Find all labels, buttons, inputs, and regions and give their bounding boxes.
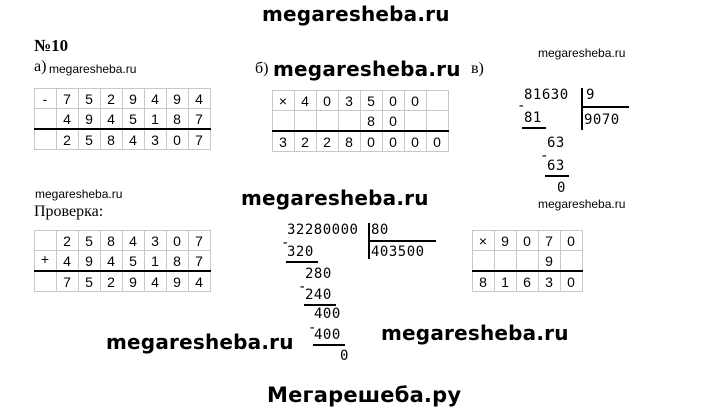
digit: 5: [123, 251, 145, 272]
step-subtrahend: 63: [547, 158, 565, 174]
digit: 8: [167, 251, 189, 272]
quotient: 403500: [371, 244, 425, 260]
digit: 3: [539, 271, 561, 292]
watermark-bottom-right: megaresheba.ru: [381, 321, 569, 345]
digit: 8: [101, 231, 123, 251]
digit: 9: [495, 231, 517, 251]
digit: 0: [361, 131, 383, 152]
final-remainder: 0: [557, 180, 566, 196]
digit: 5: [79, 129, 101, 150]
digit: 6: [517, 271, 539, 292]
minus-sign: -: [540, 148, 549, 164]
digit: 7: [189, 231, 211, 251]
digit: 7: [189, 109, 211, 130]
digit: 2: [57, 231, 79, 251]
digit: 9: [79, 109, 101, 130]
dividend: 81630: [524, 87, 569, 103]
digit: 3: [145, 129, 167, 150]
dividend: 32280000: [287, 222, 359, 238]
minus-sign: -: [298, 279, 307, 295]
digit: 2: [101, 271, 123, 292]
digit: [561, 251, 583, 272]
digit: 9: [167, 89, 189, 109]
digit: 7: [189, 251, 211, 272]
divisor: 9: [586, 87, 595, 103]
digit: [495, 251, 517, 272]
digit: 2: [101, 89, 123, 109]
check-addition-grid: [34, 230, 211, 292]
subtraction-grid: [34, 88, 211, 150]
problem-number: №10: [34, 36, 69, 55]
step-remainder: 400: [314, 306, 341, 322]
step-remainder: 63: [547, 135, 565, 151]
digit: 0: [405, 91, 427, 111]
multiplication-grid-b: [272, 90, 449, 152]
digit: 9: [123, 271, 145, 292]
divisor: 80: [371, 222, 389, 238]
minus-sign: -: [517, 98, 526, 114]
label-b: б): [255, 60, 269, 77]
digit: 5: [361, 91, 383, 111]
watermark-footer: Мегарешеба.ру: [267, 383, 462, 407]
digit: 1: [495, 271, 517, 292]
digit: 4: [295, 91, 317, 111]
cell-empty: [273, 111, 295, 132]
digit: 4: [145, 89, 167, 109]
digit: [317, 111, 339, 132]
digit: 7: [57, 271, 79, 292]
cell-empty: [35, 231, 57, 251]
watermark-mid-right: megaresheba.ru: [538, 197, 626, 211]
cell-empty: [35, 271, 57, 292]
cell-empty: [473, 251, 495, 272]
digit: 8: [473, 271, 495, 292]
digit: 4: [57, 109, 79, 130]
minus-sign: -: [35, 89, 57, 109]
digit: 0: [167, 129, 189, 150]
digit: [405, 111, 427, 132]
digit: 2: [317, 131, 339, 152]
digit: 4: [123, 129, 145, 150]
digit: 9: [123, 89, 145, 109]
step-subtrahend: 81: [524, 110, 542, 126]
digit: 4: [101, 251, 123, 272]
step-underline: [286, 261, 318, 263]
digit: 2: [57, 129, 79, 150]
step-underline: [522, 127, 546, 129]
minus-sign: -: [281, 235, 290, 251]
digit: 3: [339, 91, 361, 111]
digit: 4: [123, 231, 145, 251]
division-bar-vertical: [581, 88, 583, 130]
times-sign: ×: [473, 231, 495, 251]
plus-sign: +: [35, 251, 57, 272]
watermark-mid-center: megaresheba.ru: [241, 186, 429, 210]
digit: 0: [317, 91, 339, 111]
digit: 5: [79, 231, 101, 251]
step-underline: [545, 175, 569, 177]
digit: 0: [383, 111, 405, 132]
cell-empty: [35, 109, 57, 130]
digit: 7: [539, 231, 561, 251]
digit: 9: [167, 271, 189, 292]
watermark-top: megaresheba.ru: [262, 2, 450, 26]
digit: 0: [383, 91, 405, 111]
digit: 8: [361, 111, 383, 132]
digit: 0: [383, 131, 405, 152]
watermark-mid-left: megaresheba.ru: [35, 187, 123, 201]
digit: 4: [189, 271, 211, 292]
watermark-bottom-left: megaresheba.ru: [106, 330, 294, 354]
digit: 0: [561, 231, 583, 251]
digit: 8: [167, 109, 189, 130]
step-subtrahend: 320: [287, 244, 314, 260]
label-a: а): [34, 58, 47, 75]
digit: 1: [145, 109, 167, 130]
minus-sign: -: [308, 320, 317, 336]
digit: 0: [405, 131, 427, 152]
digit: 8: [339, 131, 361, 152]
digit: 5: [79, 89, 101, 109]
digit: 1: [145, 251, 167, 272]
digit: 2: [295, 131, 317, 152]
digit: 8: [101, 129, 123, 150]
digit: 0: [167, 231, 189, 251]
digit: 7: [189, 129, 211, 150]
watermark-top-right: megaresheba.ru: [538, 46, 626, 60]
step-underline: [313, 344, 345, 346]
watermark-section-b: megaresheba.ru: [273, 57, 461, 81]
times-sign: ×: [273, 91, 295, 111]
digit: 4: [189, 89, 211, 109]
digit: 9: [539, 251, 561, 272]
digit: [295, 111, 317, 132]
digit: 4: [57, 251, 79, 272]
digit: 4: [101, 109, 123, 130]
division-bar-horizontal: [581, 106, 629, 108]
watermark-label-a: megaresheba.ru: [49, 62, 137, 76]
digit: 0: [427, 131, 449, 152]
step-subtrahend: 400: [314, 327, 341, 343]
digit: [517, 251, 539, 272]
step-remainder: 280: [305, 266, 332, 282]
digit: 9: [79, 251, 101, 272]
digit: 3: [145, 231, 167, 251]
cell-empty: [35, 129, 57, 150]
digit: 5: [123, 109, 145, 130]
digit: [339, 111, 361, 132]
cell-empty: [427, 111, 449, 132]
digit: 0: [517, 231, 539, 251]
digit: 4: [145, 271, 167, 292]
digit: 7: [57, 89, 79, 109]
digit: 0: [561, 271, 583, 292]
digit: 3: [273, 131, 295, 152]
cell-empty: [427, 91, 449, 111]
label-v: в): [471, 60, 484, 77]
quotient: 9070: [584, 112, 620, 128]
check-multiplication-grid-v: [472, 230, 583, 292]
digit: 5: [79, 271, 101, 292]
division-bar-horizontal: [368, 240, 436, 242]
final-remainder: 0: [340, 348, 349, 364]
label-check: Проверка:: [34, 203, 104, 220]
step-subtrahend: 240: [305, 287, 332, 303]
